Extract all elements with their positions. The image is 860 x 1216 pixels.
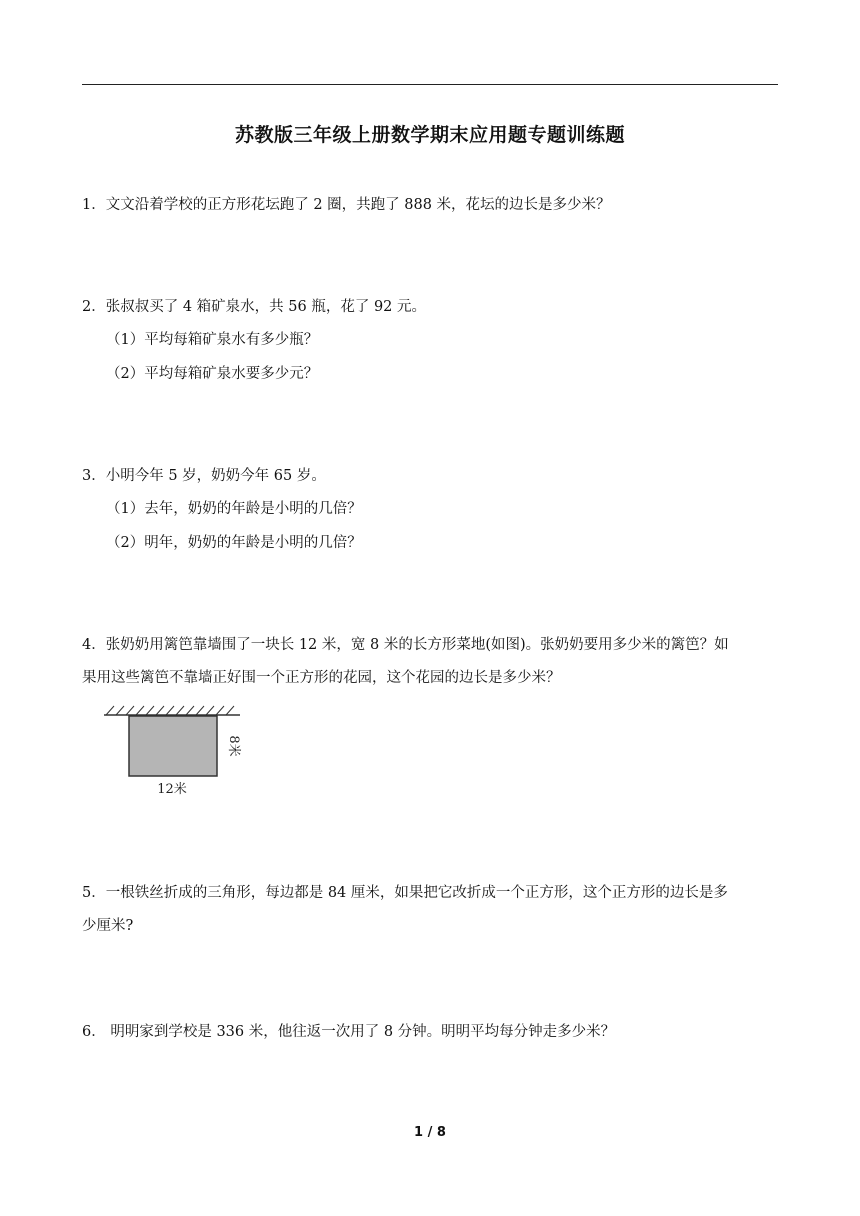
question-4-line-1: 4．张奶奶用篱笆靠墙围了一块长 12 米，宽 8 米的长方形菜地(如图)。张奶奶要用多少米的篱笆？如 [82,637,729,653]
length-label: 12米 [157,782,187,797]
header-rule [82,84,778,85]
page-number: 1 / 8 [414,1125,446,1140]
width-label: 8米 [226,735,241,757]
page-title: 苏教版三年级上册数学期末应用题专题训练题 [234,124,625,146]
vegetable-garden-rect [129,716,217,776]
question-6-text: 6． 明明家到学校是 336 米，他往返一次用了 8 分钟。明明平均每分钟走多少米？ [82,1024,616,1040]
question-2-sub-2: （2）平均每箱矿泉水要多少元？ [106,366,319,382]
question-3-sub-1: （1）去年，奶奶的年龄是小明的几倍？ [106,501,362,517]
question-2-text: 2．张叔叔买了 4 箱矿泉水，共 56 瓶，花了 92 元。 [82,299,427,315]
question-5-line-2: 少厘米? [82,918,134,934]
question-2-sub-1: （1）平均每箱矿泉水有多少瓶？ [106,332,319,348]
wall-hatching [106,706,234,715]
question-4-line-2: 果用这些篱笆不靠墙正好围一个正方形的花园，这个花园的边长是多少米？ [82,670,561,686]
question-5-line-1: 5．一根铁丝折成的三角形，每边都是 84 厘米，如果把它改折成一个正方形，这个正方形的边长是多 [82,885,728,901]
question-1-text: 1．文文沿着学校的正方形花坛跑了 2 圈，共跑了 888 米，花坛的边长是多少米？ [82,197,611,213]
garden-diagram [102,702,252,798]
question-3-sub-2: （2）明年，奶奶的年龄是小明的几倍？ [106,535,362,551]
question-3-text: 3．小明今年 5 岁，奶奶今年 65 岁。 [82,468,326,484]
